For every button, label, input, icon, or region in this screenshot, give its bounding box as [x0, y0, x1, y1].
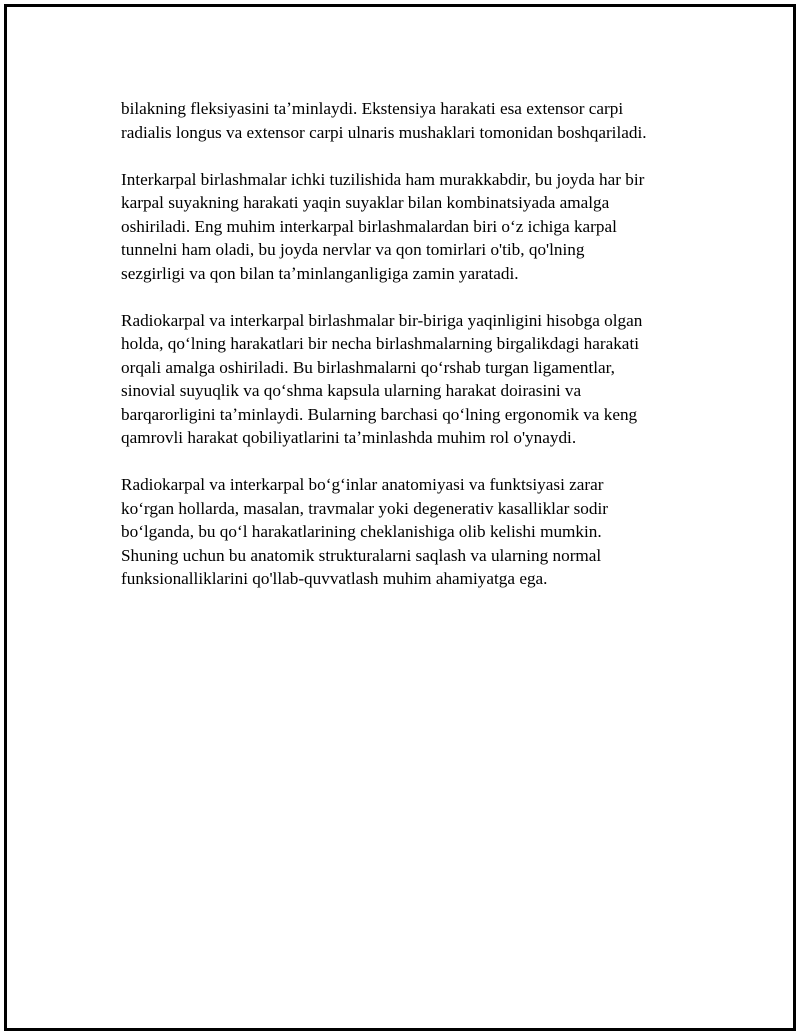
paragraph-1: [121, 97, 701, 144]
text-line: bilakning fleksiyasini taʼminlaydi. Ekstensiya harakati esa extensor carpi: [121, 99, 624, 118]
text-line: holda, qo‘lning harakatlari bir necha birlashmalarning birgalikdagi harakati: [121, 334, 639, 353]
text-line: sezgirligi va qon bilan taʼminlanganligiga zamin yaratadi.: [121, 263, 519, 283]
text-line: sinovial suyuqlik va qo‘shma kapsula ularning harakat doirasini va: [121, 381, 582, 400]
text-line: radialis longus va extensor carpi ulnaris mushaklari tomonidan boshqariladi.: [121, 122, 647, 142]
document-page: [4, 4, 796, 1031]
text-line: orqali amalga oshiriladi. Bu birlashmalarni qo‘rshab turgan ligamentlar,: [121, 357, 615, 377]
paragraph-2: [121, 168, 701, 286]
paragraph-4: [121, 473, 701, 591]
document-body: [121, 97, 701, 614]
paragraph-3: [121, 309, 701, 450]
text-line: tunnelni ham oladi, bu joyda nervlar va qon tomirlari o'tib, qo'lning: [121, 240, 585, 259]
text-line: funksionalliklarini qo'llab-quvvatlash muhim ahamiyatga ega.: [121, 569, 548, 588]
text-line: Interkarpal birlashmalar ichki tuzilishida ham murakkabdir, bu joyda har bir: [121, 169, 645, 189]
text-line: karpal suyakning harakati yaqin suyaklar bilan kombinatsiyada amalga: [121, 193, 610, 212]
text-line: ko‘rgan hollarda, masalan, travmalar yoki degenerativ kasalliklar sodir: [121, 498, 608, 518]
text-line: Radiokarpal va interkarpal bo‘g‘inlar anatomiyasi va funktsiyasi zarar: [121, 475, 604, 494]
text-line: Shuning uchun bu anatomik strukturalarni saqlash va ularning normal: [121, 545, 602, 565]
text-line: Radiokarpal va interkarpal birlashmalar bir-biriga yaqinligini hisobga olgan: [121, 310, 643, 330]
text-line: oshiriladi. Eng muhim interkarpal birlashmalardan biri o‘z ichiga karpal: [121, 216, 617, 236]
text-line: qamrovli harakat qobiliyatlarini taʼminlashda muhim rol o'ynaydi.: [121, 428, 577, 447]
text-line: barqarorligini taʼminlaydi. Bularning barchasi qo‘lning ergonomik va keng: [121, 404, 638, 424]
text-line: bo‘lganda, bu qo‘l harakatlarining cheklanishiga olib kelishi mumkin.: [121, 522, 602, 541]
